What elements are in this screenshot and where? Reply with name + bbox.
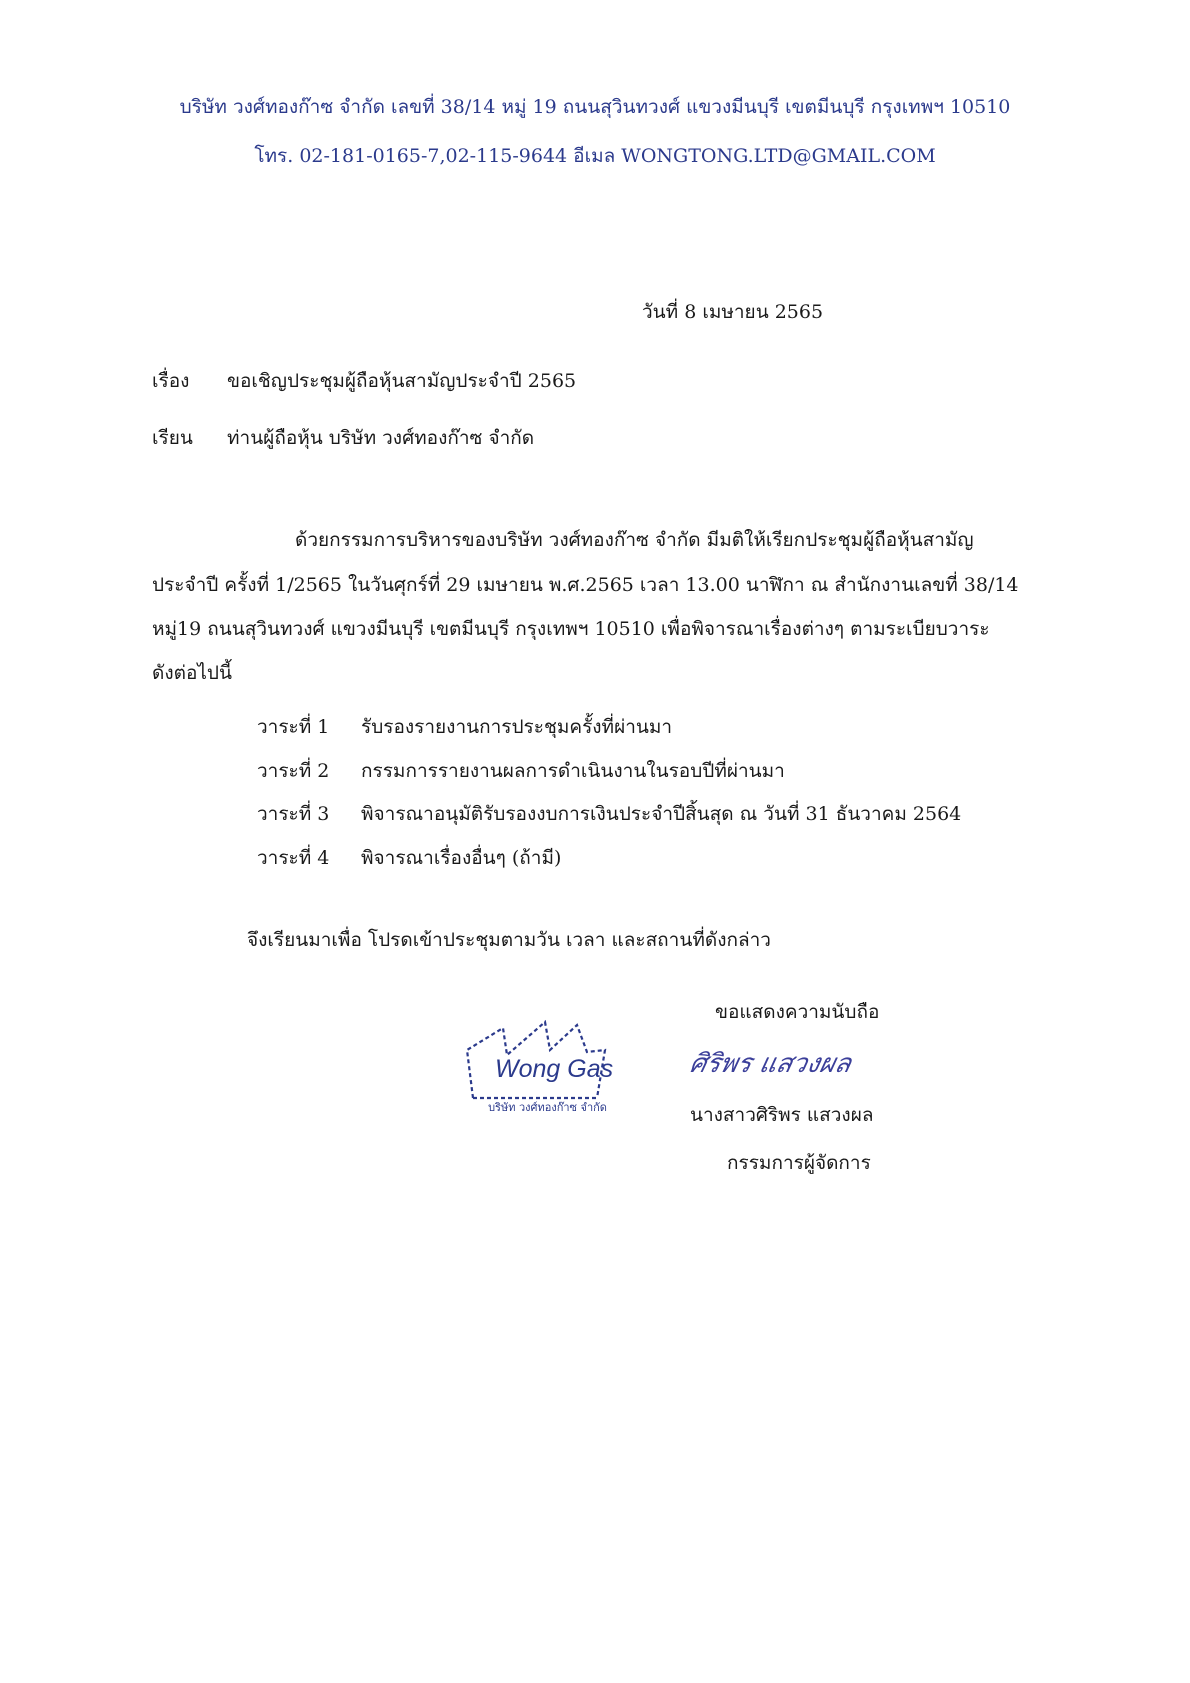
signatory-name: นางสาวศิริพร แสวงผล <box>690 1104 874 1126</box>
signature <box>686 1037 910 1097</box>
agenda-text: รับรองรายงานการประชุมครั้งที่ผ่านมา <box>361 716 673 738</box>
stamp-brand: Wong Gas <box>495 1055 614 1083</box>
subject-label: เรื่อง <box>152 370 190 392</box>
letterhead-contact: โทร. 02-181-0165-7,02-115-9644 อีเมล WONGTONG.LTD@GMAIL.COM <box>254 145 936 167</box>
agenda-label: วาระที่ 4 <box>257 847 330 869</box>
signatory-title: กรรมการผู้จัดการ <box>727 1152 871 1174</box>
body-line-2: ประจำปี ครั้งที่ 1/2565 ในวันศุกร์ที่ 29 เมษายน พ.ศ.2565 เวลา 13.00 นาฬิกา ณ สำนักงานเลขที่ 38/14 <box>152 574 1019 596</box>
signature-text: ศิริพร แสวงผล <box>686 1049 855 1079</box>
agenda-text: กรรมการรายงานผลการดำเนินงานในรอบปีที่ผ่านมา <box>361 760 785 782</box>
agenda-text: พิจารณาอนุมัติรับรองงบการเงินประจำปีสิ้นสุด ณ วันที่ 31 ธันวาคม 2564 <box>361 803 962 825</box>
agenda-label: วาระที่ 2 <box>257 760 330 782</box>
stamp-company-name: บริษัท วงศ์ทองก๊าซ จำกัด <box>488 1101 607 1114</box>
subject-text: ขอเชิญประชุมผู้ถือหุ้นสามัญประจำปี 2565 <box>227 370 577 392</box>
body-line-1: ด้วยกรรมการบริหารของบริษัท วงศ์ทองก๊าซ จำกัด มีมติให้เรียกประชุมผู้ถือหุ้นสามัญ <box>295 529 974 551</box>
recipient-text: ท่านผู้ถือหุ้น บริษัท วงศ์ทองก๊าซ จำกัด <box>227 427 535 449</box>
agenda-text: พิจารณาเรื่องอื่นๆ (ถ้ามี) <box>361 847 562 869</box>
agenda-label: วาระที่ 1 <box>257 716 330 738</box>
regards-text: ขอแสดงความนับถือ <box>715 1001 880 1023</box>
letter-date: วันที่ 8 เมษายน 2565 <box>642 301 824 323</box>
agenda-label: วาระที่ 3 <box>257 803 330 825</box>
closing-sentence: จึงเรียนมาเพื่อ โปรดเข้าประชุมตามวัน เวลา และสถานที่ดังกล่าว <box>247 929 771 951</box>
body-line-3: หมู่19 ถนนสุวินทวงศ์ แขวงมีนบุรี เขตมีนบุรี กรุงเทพฯ 10510 เพื่อพิจารณาเรื่องต่างๆ ตามระเบียบวาระ <box>152 618 990 640</box>
body-line-4: ดังต่อไปนี้ <box>152 662 232 684</box>
letterhead-address: บริษัท วงศ์ทองก๊าซ จำกัด เลขที่ 38/14 หมู่ 19 ถนนสุวินทวงศ์ แขวงมีนบุรี เขตมีนบุรี กรุงเทพฯ 10510 <box>179 96 1011 118</box>
company-stamp <box>455 1010 640 1120</box>
recipient-label: เรียน <box>152 427 193 449</box>
